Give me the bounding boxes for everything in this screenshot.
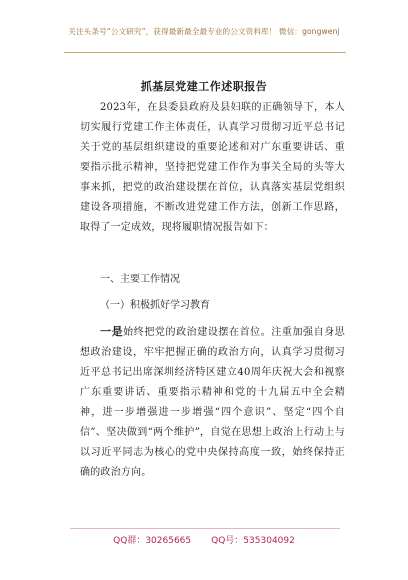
document-title: 抓基层党建工作述职报告 xyxy=(140,80,268,93)
paragraph-body: 始终把党的政治建设摆在首位。注重加强自身思想政治建设，牢牢把握正确的政治方向，认真学习贯彻习近平总书记出席深圳经济特区建立40周年庆祝大会和视察广东重要讲话、重要指示精神和党的十九届五中全会精神，进一步增强进一步增强“四个意识”、坚定“四个自信”、坚决做到“两个维护”，自觉在思想上政治上行动上与以习近平同志为核心的党中央保持高度一致，始终保持正确的政治方向。 xyxy=(80,327,345,478)
header-divider xyxy=(64,52,346,53)
page-footer xyxy=(0,533,408,546)
subsection-heading: （一）积极抓好学习教育 xyxy=(100,300,210,311)
qq-number-text: QQ号：535304092 xyxy=(211,536,295,546)
paragraph-lead: 一是 xyxy=(100,325,124,338)
footer-divider xyxy=(70,528,340,529)
page-header: 关注头条号“公文研究”，获得最新最全最专业的公文资料库！ 微信：gongwenj xyxy=(68,27,340,36)
body-paragraph xyxy=(80,322,345,483)
section-heading: 一、主要工作情况 xyxy=(100,274,180,285)
qq-group-text: QQ群：30265665 xyxy=(113,536,192,546)
intro-paragraph: 2023年，在县委县政府及县妇联的正确领导下，本人切实履行党建工作主体责任，认真学习贯彻习近平总书记关于党的基层组织建设的重要论述和对广东重要讲话、重要指示批示精神，坚持把党建工作作为事关全局的头等大事来抓，把党的政治建设摆在首位，认真落实基层党组织建设各项措施，不断改进党建工作方法，创新工作思路，取得了一定成效，现将履职情况报告如下： xyxy=(80,102,345,233)
